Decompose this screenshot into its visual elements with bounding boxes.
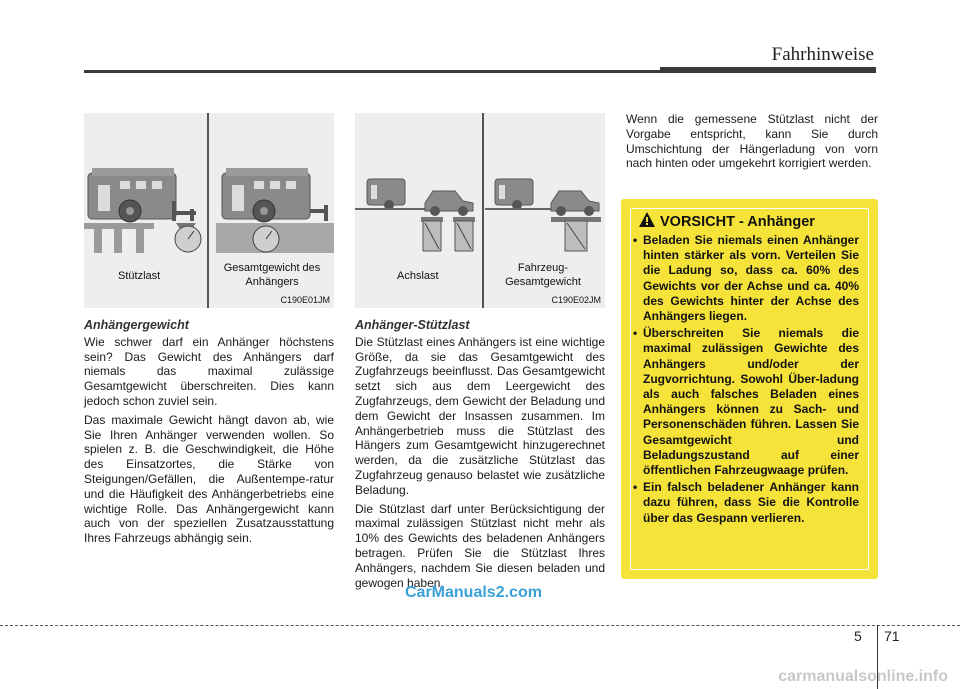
column-stuetzlast: [355, 318, 605, 594]
figure-label-line: Gesamtgewicht: [505, 276, 581, 288]
caution-item: • Überschreiten Sie niemals die maximal zulässigen Gewichte des Anhängers und/oder der Zugvorrichtung. Sowohl Über-ladung als auch falsches Beladen eines Anhängers können zu Sach- und Personenschäden führen. Lassen Sie Gesamtgewicht und Beladungszustand auf einer öffentlichen Fahrzeugwaage prüfen.: [629, 326, 859, 478]
chapter-number: 5: [854, 628, 862, 644]
caution-item: • Ein falsch beladener Anhänger kann dazu führen, dass Sie die Kontrolle über das Gespann verlieren.: [629, 480, 859, 526]
figure-trailer-weight: [84, 113, 334, 308]
paragraph: Die Stützlast darf unter Berücksichtigung der maximal zulässigen Stützlast nicht mehr als 10% des Gewichts des beladenen Anhängers betragen. Prüfen Sie die Stützlast Ihres Anhängers, nachdem Sie diesen beladen und gewogen haben.: [355, 501, 605, 590]
column-korrektur: [626, 112, 878, 175]
header-rule-accent: [660, 67, 876, 73]
figure-label-gesamtgewicht: [212, 261, 332, 289]
page-header-title: Fahrhinweise: [771, 44, 874, 65]
figure-label-line: Anhängers: [245, 276, 299, 288]
section-heading: Anhänger-Stützlast: [355, 318, 470, 332]
paragraph: Das maximale Gewicht hängt davon ab, wie Sie Ihren Anhänger verwenden wollen. So spielen z. B. die Geschwindigkeit, die Höhe des Einsatzortes, die Stärke von Steigungen/Gefällen, die Außentempe-ratur und die Häufigkeit des Anhängerbetriebs eine wichtige Rolle. Das Anhängergewicht kann auch von der speziellen Zusatzausstattung Ihres Fahrzeugs abhängig sein.: [84, 412, 334, 546]
paragraph: Die Stützlast eines Anhängers ist eine wichtige Größe, da sie das Gesamtgewicht des Zugfahrzeugs beeinflusst. Das Gesamtgewicht setzt sich aus dem Leergewicht des Zugfahrzeugs, dem Gewicht der Beladung und dem Gewicht der Insassen zusammen. Im Anhängerbetrieb muss die Stützlast des Hängers zum Gesamtgewicht hinzugerechnet werden, da die zusätzliche Stützlast das Zugfahrzeug genauso belastet wie zusätzliche Beladung.: [355, 334, 605, 497]
caution-box: [621, 199, 878, 579]
figure-label-line: Fahrzeug-: [517, 262, 569, 274]
paragraph: Wie schwer darf ein Anhänger höchstens sein? Das Gewicht des Anhängers darf niemals das maximal zulässige Gesamtgewicht überschreiten. Dies kann jedoch schon zuviel sein.: [84, 334, 334, 408]
caution-list: [629, 233, 859, 528]
footer-divider: [0, 625, 960, 626]
figure-label-line: Gesamtgewicht des: [223, 262, 321, 274]
watermark-carmanuals2: CarManuals2.com: [405, 584, 542, 601]
warning-triangle-icon: [639, 212, 655, 231]
caution-title: [639, 212, 815, 231]
paragraph: Wenn die gemessene Stützlast nicht der Vorgabe entspricht, kann Sie durch Umschichtung der Hängerladung von vorn nach hinten oder umgekehrt korrigiert werden.: [626, 112, 878, 171]
page-number: 71: [884, 628, 900, 644]
figure-label-stuetzlast: Stützlast: [118, 270, 161, 282]
figure-label-fahrzeug-gesamtgewicht: [493, 261, 593, 289]
column-anhaengergewicht: [84, 318, 334, 550]
figure-label-achslast: Achslast: [397, 270, 439, 282]
figure-code: C190E01JM: [280, 295, 330, 305]
caution-item: • Beladen Sie niemals einen Anhänger hinten stärker als vorn. Verteilen Sie die Ladung so, dass ca. 60% des Gewichts vor der Achse und ca. 40% des Gewichts hinter der Achse des Anhängers liegen.: [629, 233, 859, 324]
section-heading: Anhängergewicht: [84, 318, 189, 332]
caution-title-text: VORSICHT - Anhänger: [660, 213, 815, 230]
figure-code: C190E02JM: [551, 295, 601, 305]
watermark-carmanualsonline: carmanualsonline.info: [778, 668, 948, 685]
figure-axle-load: [355, 113, 605, 308]
